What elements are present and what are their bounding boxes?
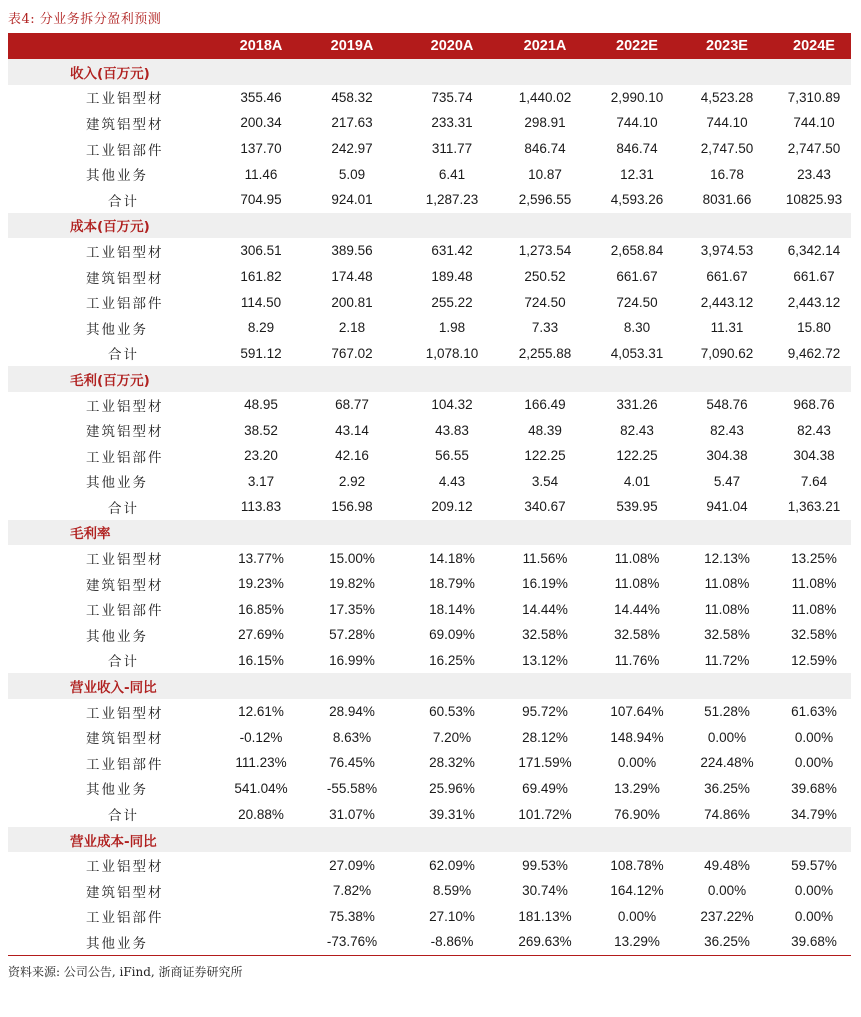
section-header-row (8, 520, 851, 546)
table-cell: 14.44% (614, 601, 660, 617)
table-cell: 62.09% (429, 857, 475, 873)
table-cell: 744.10 (616, 115, 658, 131)
table-cell: 6.41 (438, 166, 466, 182)
table-cell: 148.94% (610, 729, 664, 745)
table-cell: 32.58% (704, 627, 750, 643)
table-cell (213, 852, 309, 878)
table-cell: 968.76 (793, 397, 835, 413)
table-cell: 661.67 (616, 269, 658, 285)
table-cell: 0.00% (617, 755, 657, 771)
row-label: 工业铝型材 (86, 705, 164, 722)
table-cell: 39.68% (791, 934, 837, 950)
table-cell: 122.25 (524, 448, 566, 464)
table-cell: 541.04% (234, 780, 288, 796)
table-cell: 36.25% (704, 934, 750, 950)
table-cell: 704.95 (240, 192, 282, 208)
table-cell: 1.98 (438, 320, 466, 336)
table-cell: 6,342.14 (787, 243, 841, 259)
table-row (8, 878, 851, 904)
row-label: 合计 (108, 347, 139, 364)
table-cell: 539.95 (616, 499, 658, 515)
table-row (8, 776, 851, 802)
table-cell: 122.25 (616, 448, 658, 464)
table-cell: 17.35% (329, 601, 375, 617)
table-row (8, 596, 851, 622)
row-label: 合计 (108, 193, 139, 210)
table-cell: 23.43 (797, 166, 831, 182)
table-cell: 164.12% (610, 883, 664, 899)
table-cell: 12.13% (704, 550, 750, 566)
section-header-row (8, 59, 851, 85)
table-cell: 8.30 (623, 320, 651, 336)
table-cell: 23.20 (244, 448, 278, 464)
table-cell: 735.74 (431, 89, 473, 105)
table-cell: 924.01 (331, 192, 373, 208)
table-cell: 104.32 (431, 397, 473, 413)
table-row (8, 469, 851, 495)
table-cell: 13.12% (522, 652, 568, 668)
table-cell: 68.77 (335, 397, 369, 413)
table-cell: 269.63% (518, 934, 572, 950)
row-label: 工业铝型材 (86, 91, 164, 108)
table-cell: 2,596.55 (518, 192, 572, 208)
table-cell: 767.02 (331, 345, 373, 361)
table-row (8, 904, 851, 930)
row-label: 工业铝型材 (86, 552, 164, 569)
table-row (8, 85, 851, 111)
year-header: 2021A (523, 38, 567, 54)
table-cell: 200.34 (240, 115, 282, 131)
table-cell: 224.48% (700, 755, 754, 771)
table-cell: 1,078.10 (425, 345, 479, 361)
table-cell: 32.58% (614, 627, 660, 643)
year-header: 2023E (706, 38, 748, 54)
table-cell: 15.80 (797, 320, 831, 336)
table-cell: 304.38 (793, 448, 835, 464)
table-cell: 48.95 (244, 397, 278, 413)
table-cell: 15.00% (329, 550, 375, 566)
table-cell: 217.63 (331, 115, 373, 131)
table-cell: 661.67 (706, 269, 748, 285)
table-cell: 76.90% (614, 806, 660, 822)
table-row (8, 545, 851, 571)
table-cell: 34.79% (791, 806, 837, 822)
table-cell: 59.57% (791, 857, 837, 873)
table-cell: 237.22% (700, 908, 754, 924)
table-cell: 724.50 (524, 294, 566, 310)
table-cell: 28.94% (329, 704, 375, 720)
table-cell: 28.32% (429, 755, 475, 771)
table-cell: 2,443.12 (787, 294, 841, 310)
table-cell: 42.16 (335, 448, 369, 464)
table-row (8, 648, 851, 674)
table-row (8, 136, 851, 162)
table-cell: 2,990.10 (610, 89, 664, 105)
table-cell: 10825.93 (785, 192, 843, 208)
table-cell: 298.91 (524, 115, 566, 131)
table-cell: 82.43 (710, 422, 744, 438)
table-row (8, 571, 851, 597)
table-cell: 174.48 (331, 269, 373, 285)
table-cell: 8031.66 (702, 192, 752, 208)
table-row (8, 110, 851, 136)
row-label: 工业铝型材 (86, 244, 164, 261)
table-cell: 39.31% (429, 806, 475, 822)
row-label: 工业铝型材 (86, 859, 164, 876)
table-cell: 12.59% (791, 652, 837, 668)
row-label: 建筑铝型材 (86, 424, 164, 441)
table-cell: 38.52 (244, 422, 278, 438)
table-cell: 161.82 (240, 269, 282, 285)
table-cell: 19.23% (238, 576, 284, 592)
table-cell: 43.83 (435, 422, 469, 438)
table-cell: 16.78 (710, 166, 744, 182)
table-cell: 11.08% (704, 576, 750, 592)
table-cell: 0.00% (707, 729, 747, 745)
table-cell: 0.00% (794, 908, 834, 924)
table-cell: 95.72% (522, 704, 568, 720)
row-label: 其他业务 (86, 628, 148, 645)
table-cell: 11.08% (791, 601, 837, 617)
table-cell: 99.53% (522, 857, 568, 873)
table-cell: 74.86% (704, 806, 750, 822)
table-row (8, 494, 851, 520)
table-cell: 200.81 (331, 294, 373, 310)
table-cell: 744.10 (706, 115, 748, 131)
table-cell: 171.59% (518, 755, 572, 771)
table-cell: 0.00% (794, 755, 834, 771)
row-label: 工业铝部件 (86, 449, 164, 466)
table-cell: 28.12% (522, 729, 568, 745)
row-label: 工业铝部件 (86, 296, 164, 313)
section-title: 毛利率 (70, 526, 111, 543)
table-cell: 11.08% (614, 576, 660, 592)
table-cell: -73.76% (326, 934, 378, 950)
table-cell: 11.76% (614, 652, 660, 668)
row-label: 工业铝部件 (86, 910, 164, 927)
table-cell: 661.67 (793, 269, 835, 285)
table-row (8, 929, 851, 956)
table-cell: 189.48 (431, 269, 473, 285)
table-cell: 107.64% (610, 704, 664, 720)
table-cell: 31.07% (329, 806, 375, 822)
table-cell (213, 878, 309, 904)
table-cell: 32.58% (522, 627, 568, 643)
table-cell: -55.58% (326, 780, 378, 796)
row-label: 工业铝型材 (86, 398, 164, 415)
table-cell: 3,974.53 (700, 243, 754, 259)
row-label: 其他业务 (86, 321, 148, 338)
table-cell: 13.77% (238, 550, 284, 566)
table-cell: 156.98 (331, 499, 373, 515)
section-header-row (8, 213, 851, 239)
table-row (8, 238, 851, 264)
table-cell: 8.59% (432, 883, 472, 899)
table-cell: 27.10% (429, 908, 475, 924)
table-cell: 16.19% (522, 576, 568, 592)
table-cell: 13.25% (791, 550, 837, 566)
table-cell: 591.12 (240, 345, 282, 361)
year-header: 2022E (616, 38, 658, 54)
table-cell: 69.09% (429, 627, 475, 643)
section-title: 收入(百万元) (70, 65, 150, 82)
table-cell: 1,287.23 (425, 192, 479, 208)
table-cell: 7.64 (800, 473, 828, 489)
table-cell: 2.92 (338, 473, 366, 489)
table-cell: 49.48% (704, 857, 750, 873)
table-cell: 13.29% (614, 934, 660, 950)
table-cell: 3.54 (531, 473, 559, 489)
table-cell: 242.97 (331, 141, 373, 157)
row-label: 其他业务 (86, 782, 148, 799)
section-header-row (8, 673, 851, 699)
table-cell: 56.55 (435, 448, 469, 464)
table-cell: 389.56 (331, 243, 373, 259)
table-row (8, 289, 851, 315)
table-row (8, 443, 851, 469)
table-cell: 14.18% (429, 550, 475, 566)
section-header-row (8, 366, 851, 392)
row-label: 合计 (108, 500, 139, 517)
row-label: 其他业务 (86, 935, 148, 952)
section-title: 毛利(百万元) (70, 372, 150, 389)
table-body (8, 59, 851, 956)
table-cell: 548.76 (706, 397, 748, 413)
table-cell: 0.00% (617, 908, 657, 924)
table-cell: 76.45% (329, 755, 375, 771)
year-header: 2020A (430, 38, 474, 54)
table-cell: 2,747.50 (700, 141, 754, 157)
source-note: 资料来源: 公司公告, iFind, 浙商证券研究所 (8, 965, 243, 979)
table-cell: 355.46 (240, 89, 282, 105)
table-cell: 304.38 (706, 448, 748, 464)
table-cell: 11.08% (704, 601, 750, 617)
table-cell: 8.63% (332, 729, 372, 745)
table-cell: 18.14% (429, 601, 475, 617)
table-cell: 166.49 (524, 397, 566, 413)
forecast-table (8, 33, 851, 956)
table-cell (213, 929, 309, 955)
table-cell: 8.29 (247, 320, 275, 336)
table-cell: 18.79% (429, 576, 475, 592)
table-cell: 255.22 (431, 294, 473, 310)
section-title: 成本(百万元) (70, 219, 150, 236)
table-row (8, 341, 851, 367)
table-cell: 9,462.72 (787, 345, 841, 361)
table-cell (213, 904, 309, 930)
row-label: 建筑铝型材 (86, 884, 164, 901)
table-row (8, 750, 851, 776)
table-cell: 16.85% (238, 601, 284, 617)
year-header: 2019A (330, 38, 374, 54)
table-cell: 340.67 (524, 499, 566, 515)
table-cell: 2,255.88 (518, 345, 572, 361)
row-label: 工业铝部件 (86, 142, 164, 159)
table-cell: 16.15% (238, 652, 284, 668)
table-cell: 82.43 (620, 422, 654, 438)
table-row (8, 724, 851, 750)
table-cell: 311.77 (431, 141, 473, 157)
table-cell: 39.68% (791, 780, 837, 796)
table-cell: 458.32 (331, 89, 373, 105)
table-cell: 4,523.28 (700, 89, 754, 105)
table-row (8, 161, 851, 187)
table-cell: 4.43 (438, 473, 466, 489)
table-cell: 2,747.50 (787, 141, 841, 157)
table-cell: 7.33 (531, 320, 559, 336)
table-cell: 181.13% (518, 908, 572, 924)
section-title: 营业收入-同比 (70, 680, 157, 697)
table-row (8, 264, 851, 290)
table-cell: 7,310.89 (787, 89, 841, 105)
table-cell: 5.09 (338, 166, 366, 182)
table-cell: 1,363.21 (787, 499, 841, 515)
table-cell: 0.00% (707, 883, 747, 899)
table-row (8, 622, 851, 648)
row-label: 建筑铝型材 (86, 116, 164, 133)
table-cell: 82.43 (797, 422, 831, 438)
table-cell: 1,273.54 (518, 243, 572, 259)
table-cell: 209.12 (431, 499, 473, 515)
row-label: 其他业务 (86, 475, 148, 492)
row-label: 合计 (108, 808, 139, 825)
table-row (8, 392, 851, 418)
table-cell: 10.87 (528, 166, 562, 182)
year-header: 2024E (793, 38, 835, 54)
table-cell: 7.20% (432, 729, 472, 745)
table-cell: 846.74 (616, 141, 658, 157)
table-cell: 60.53% (429, 704, 475, 720)
table-cell: 306.51 (240, 243, 282, 259)
table-cell: 724.50 (616, 294, 658, 310)
table-header-row (8, 33, 851, 59)
row-label: 建筑铝型材 (86, 270, 164, 287)
table-cell: 69.49% (522, 780, 568, 796)
table-cell: 11.72% (704, 652, 750, 668)
table-cell: 137.70 (240, 141, 282, 157)
table-cell: 51.28% (704, 704, 750, 720)
table-cell: 12.61% (238, 704, 284, 720)
table-cell: 19.82% (329, 576, 375, 592)
table-cell: 20.88% (238, 806, 284, 822)
table-cell: 3.17 (247, 473, 275, 489)
table-cell: 941.04 (706, 499, 748, 515)
table-cell: 2.18 (338, 320, 366, 336)
table-cell: 16.25% (429, 652, 475, 668)
table-cell: 114.50 (240, 294, 282, 310)
table-cell: 631.42 (431, 243, 473, 259)
table-cell: 57.28% (329, 627, 375, 643)
table-cell: 16.99% (329, 652, 375, 668)
table-row (8, 852, 851, 878)
table-cell: 0.00% (794, 729, 834, 745)
table-cell: 846.74 (524, 141, 566, 157)
table-cell: 27.69% (238, 627, 284, 643)
table-cell: 11.46 (244, 166, 278, 182)
section-title: 营业成本-同比 (70, 833, 157, 850)
table-cell: 331.26 (616, 397, 658, 413)
table-row (8, 801, 851, 827)
table-cell: 4.01 (623, 473, 651, 489)
table-cell: 4,053.31 (610, 345, 664, 361)
table-cell: -0.12% (239, 729, 283, 745)
table-cell: 13.29% (614, 780, 660, 796)
table-cell: 7.82% (332, 883, 372, 899)
table-cell: 61.63% (791, 704, 837, 720)
row-label: 合计 (108, 654, 139, 671)
table-row (8, 315, 851, 341)
table-cell: 1,440.02 (518, 89, 572, 105)
table-cell: 250.52 (524, 269, 566, 285)
table-cell: 744.10 (793, 115, 835, 131)
table-cell: 25.96% (429, 780, 475, 796)
table-row (8, 699, 851, 725)
table-cell: 7,090.62 (700, 345, 754, 361)
table-cell: 36.25% (704, 780, 750, 796)
table-cell: 11.08% (614, 550, 660, 566)
table-cell: 5.47 (713, 473, 741, 489)
row-label: 工业铝部件 (86, 756, 164, 773)
table-cell: 0.00% (794, 883, 834, 899)
row-label: 工业铝部件 (86, 603, 164, 620)
table-row (8, 417, 851, 443)
row-label: 其他业务 (86, 168, 148, 185)
table-cell: 111.23% (235, 755, 287, 771)
year-header: 2018A (239, 38, 283, 54)
row-label: 建筑铝型材 (86, 731, 164, 748)
table-cell: 2,443.12 (700, 294, 754, 310)
table-cell: 113.83 (240, 499, 282, 515)
table-cell: 30.74% (522, 883, 568, 899)
table-cell: 101.72% (518, 806, 572, 822)
section-header-row (8, 827, 851, 853)
table-cell: 43.14 (335, 422, 369, 438)
table-cell: 11.31 (710, 320, 744, 336)
table-row (8, 187, 851, 213)
table-cell: 14.44% (522, 601, 568, 617)
row-label: 建筑铝型材 (86, 577, 164, 594)
table-cell: 4,593.26 (610, 192, 664, 208)
table-cell: 48.39 (528, 422, 562, 438)
table-cell: 108.78% (610, 857, 664, 873)
table-cell: 27.09% (329, 857, 375, 873)
table-cell: 12.31 (620, 166, 654, 182)
table-cell: 11.08% (791, 576, 837, 592)
table-cell: 2,658.84 (610, 243, 664, 259)
table-cell: -8.86% (430, 934, 474, 950)
table-cell: 233.31 (431, 115, 473, 131)
table-cell: 75.38% (329, 908, 375, 924)
table-cell: 11.56% (522, 550, 568, 566)
table-caption: 表4: 分业务拆分盈利预测 (8, 12, 162, 27)
table-cell: 32.58% (791, 627, 837, 643)
